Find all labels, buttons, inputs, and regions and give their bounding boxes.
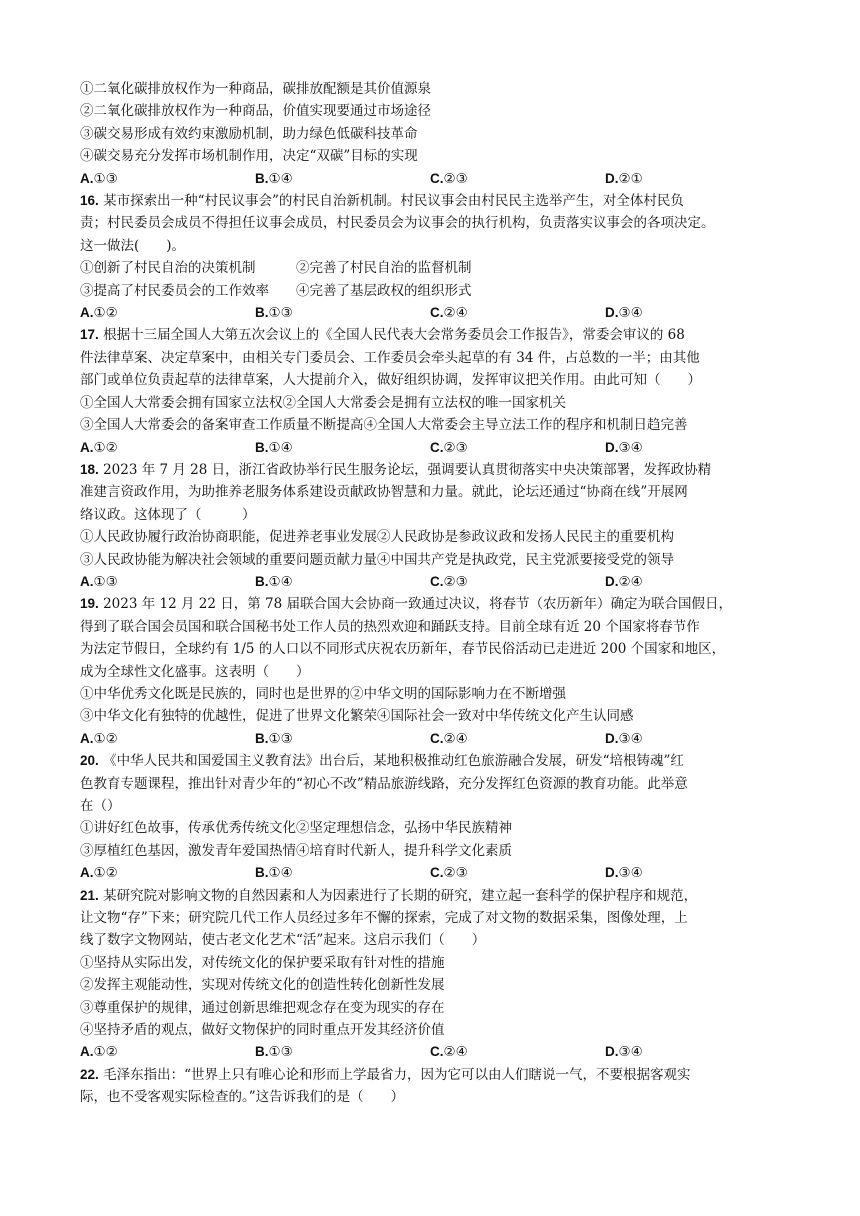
question-number: 17. [80,327,99,343]
choice-text: ③④ [618,730,643,747]
question-number: 21. [80,887,99,903]
question-stem-line: 为法定节假日，全球约有 1/5 的人口以不同形式庆祝农历新年，春节民俗活动已走进近 200 个国家和地区， [80,641,726,658]
choice-d [605,437,780,459]
question-number: 19. [80,596,99,612]
stem-text: 根据十三届全国人大第五次会议上的《全国人民代表大会常务委员会工作报告》，常委会审议的 68 [98,327,685,344]
choice-a [80,1041,255,1063]
question-stem-line: 得到了联合国会员国和联合国秘书处工作人员的热烈欢迎和踊跃支持。目前全球有近 20 个国家将春节作 [80,618,700,635]
choice-label: B. [255,730,269,746]
question-stem-line: 准建言资政作用，为助推养老服务体系建设贡献政协智慧和力量。就此，论坛还通过“协商在线”开展网 [80,484,688,501]
choice-label: C. [430,305,444,321]
choice-label: A. [80,305,94,321]
question-number: 16. [80,193,99,209]
choice-text: ①③ [268,1044,293,1061]
option-statement: ④碳交易充分发挥市场机制作用，决定“双碳”目标的实现 [80,148,418,165]
option-statement: ③全国人大常委会的备案审查工作质量不断提高④全国人大常委会主导立法工作的程序和机制日趋完善 [80,417,688,434]
choice-text: ②④ [443,305,468,322]
option-statement: ②二氧化碳排放权作为一种商品，价值实现要通过市场途径 [80,103,431,120]
question-stem-line: 责；村民委员会成员不得担任议事会成员，村民委员会为议事会的执行机构，负责落实议事会的各项决定。 [80,215,715,232]
choice-text: ②④ [443,1044,468,1061]
choice-text: ③④ [618,865,643,882]
answer-choices [80,1041,780,1063]
question-number: 22. [80,1066,99,1082]
option-statement: ②发挥主观能动性，实现对传统文化的创造性转化创新性发展 [80,977,445,994]
option-statement: ①坚持从实际出发，对传统文化的保护要采取有针对性的措施 [80,954,445,971]
answer-choices [80,302,780,324]
question-stem-line: 线了数字文物网站，使古老文化艺术“活”起来。这启示我们（ ） [80,932,486,949]
choice-a [80,168,255,190]
choice-text: ②① [618,170,643,187]
choice-b [255,168,430,190]
choice-text: ①④ [268,865,293,882]
choice-text: ①③ [268,305,293,322]
choice-d [605,571,780,593]
option-statement: ③中华文化有独特的优越性，促进了世界文化繁荣④国际社会一致对中华传统文化产生认同感 [80,708,634,725]
option-statement: ①二氧化碳排放权作为一种商品，碳排放配额是其价值源泉 [80,81,431,97]
answer-choices [80,728,780,750]
question-stem-line [80,190,780,212]
question-19 [80,593,780,750]
choice-text: ①② [93,1044,118,1061]
choice-label: D. [605,305,619,321]
choice-d [605,168,780,190]
choice-label: A. [80,865,94,881]
choice-a [80,862,255,884]
choice-label: D. [605,730,619,746]
choice-c [430,728,605,750]
question-stem-line: 际，也不受客观实际检查的。”这告诉我们的是（ ） [80,1089,405,1106]
choice-label: C. [430,730,444,746]
option-statement: ④坚持矛盾的观点，做好文物保护的同时重点开发其经济价值 [80,1022,445,1039]
choice-label: C. [430,865,444,881]
question-stem-line [80,1064,780,1086]
choice-label: C. [430,170,444,186]
option-statement: ③厚植红色基因，激发青年爱国热情④培育时代新人，提升科学文化素质 [80,842,512,859]
choice-label: D. [605,865,619,881]
question-stem-line: 在（） [80,798,121,814]
option-statement: ③提高了村民委员会的工作效率 ④完善了基层政权的组织形式 [80,282,472,299]
choice-text: ①③ [93,170,118,187]
choice-text: ③④ [618,439,643,456]
choice-label: B. [255,1044,269,1060]
choice-text: ①② [93,305,118,322]
choice-c [430,571,605,593]
answer-choices [80,168,780,190]
choice-label: B. [255,305,269,321]
choice-b [255,728,430,750]
answer-choices [80,571,780,593]
choice-c [430,168,605,190]
choice-label: A. [80,573,94,589]
choice-label: D. [605,1044,619,1060]
choice-text: ②④ [443,730,468,747]
answer-choices [80,862,780,884]
choice-label: B. [255,439,269,455]
stem-text: 某市探索出一种“村民议事会”的村民自治新机制。村民议事会由村民民主选举产生，对全体村民负 [98,193,684,210]
choice-a [80,302,255,324]
choice-text: ①④ [268,439,293,456]
stem-text: 2023 年 7 月 28 日，浙江省政协举行民生服务论坛，强调要认真贯彻落实中央决策部署，发挥政协精 [98,461,712,478]
option-statement: ③尊重保护的规律，通过创新思维把观念存在变为现实的存在 [80,999,445,1016]
question-stem-line: 让文物“存”下来；研究院几代工作人员经过多年不懈的探索，完成了对文物的数据采集，图像处理，上 [80,910,688,927]
choice-label: D. [605,170,619,186]
choice-label: A. [80,730,94,746]
choice-text: ①② [93,439,118,456]
question-number: 18. [80,461,99,477]
question-stem-line [80,750,780,772]
choice-text: ①③ [268,730,293,747]
choice-label: C. [430,1044,444,1060]
question-stem-line [80,593,780,615]
choice-text: ①④ [268,170,293,187]
choice-label: C. [430,573,444,589]
question-21 [80,885,780,1064]
choice-label: D. [605,439,619,455]
choice-text: ②③ [443,865,468,882]
option-statement: ①全国人大常委会拥有国家立法权②全国人大常委会是拥有立法权的唯一国家机关 [80,394,566,411]
stem-text: 《中华人民共和国爱国主义教育法》出台后，某地积极推动红色旅游融合发展，研发“培根铸魂”红 [98,753,684,770]
choice-label: D. [605,573,619,589]
exam-page [80,78,780,1109]
stem-text: 某研究院对影响文物的自然因素和人为因素进行了长期的研究，建立起一套科学的保护程序和规范， [98,887,698,904]
choice-b [255,302,430,324]
choice-text: ②③ [443,170,468,187]
choice-c [430,302,605,324]
question-18 [80,459,780,593]
choice-text: ③④ [618,1044,643,1061]
option-statement: ①讲好红色故事，传承优秀传统文化②坚定理想信念，弘扬中华民族精神 [80,820,512,837]
choice-b [255,571,430,593]
choice-a [80,571,255,593]
choice-b [255,862,430,884]
choice-d [605,302,780,324]
choice-a [80,437,255,459]
question-15 [80,78,780,190]
option-statement: ①中华优秀文化既是民族的，同时也是世界的②中华文明的国际影响力在不断增强 [80,685,566,702]
choice-text: ①④ [268,573,293,590]
choice-d [605,1041,780,1063]
question-stem-line: 件法律草案、决定草案中，由相关专门委员会、工作委员会牵头起草的有 34 件，占总数的一半；由其他 [80,349,700,366]
choice-label: A. [80,1044,94,1060]
question-stem-line [80,885,780,907]
question-20 [80,750,780,884]
choice-text: ①② [93,730,118,747]
stem-text: 2023 年 12 月 22 日，第 78 届联合国大会协商一致通过决议，将春节（农历新年）确定为联合国假日， [98,596,733,613]
choice-d [605,728,780,750]
choice-c [430,862,605,884]
question-stem-line: 色教育专题课程，推出针对青少年的“初心不改”精品旅游线路，充分发挥红色资源的教育功能。此举意 [80,775,688,792]
choice-label: B. [255,170,269,186]
option-statement: ①人民政协履行政治协商职能，促进养老事业发展②人民政协是参政议政和发扬人民民主的重要机构 [80,529,674,546]
choice-text: ②③ [443,573,468,590]
choice-b [255,1041,430,1063]
choice-label: B. [255,573,269,589]
option-statement: ③人民政协能为解决社会领域的重要问题贡献力量④中国共产党是执政党，民主党派要接受党的领导 [80,551,674,568]
choice-text: ①② [93,865,118,882]
question-17 [80,324,780,458]
question-stem-line: 这一做法( )。 [80,237,186,254]
answer-choices [80,437,780,459]
choice-c [430,1041,605,1063]
question-stem-line: 部门或单位负责起草的法律草案，人大提前介入，做好组织协调，发挥审议把关作用。由此可知（ ） [80,372,701,389]
choice-a [80,728,255,750]
choice-text: ③④ [618,305,643,322]
question-stem-line: 成为全球性文化盛事。这表明（ ） [80,663,310,680]
choice-text: ①③ [93,573,118,590]
question-stem-line: 络议政。这体现了（ ） [80,506,256,523]
option-statement: ③碳交易形成有效约束激励机制，助力绿色低碳科技革命 [80,125,418,142]
choice-c [430,437,605,459]
choice-label: A. [80,439,94,455]
choice-label: C. [430,439,444,455]
choice-b [255,437,430,459]
stem-text: 毛泽东指出：“世界上只有唯心论和形而上学最省力，因为它可以由人们瞎说一气，不要根据客观实 [98,1066,691,1083]
choice-d [605,862,780,884]
question-stem-line [80,459,780,481]
choice-label: A. [80,170,94,186]
option-statement: ①创新了村民自治的决策机制 ②完善了村民自治的监督机制 [80,260,472,277]
question-22 [80,1064,780,1109]
choice-text: ②③ [443,439,468,456]
question-stem-line [80,324,780,346]
choice-text: ②④ [618,573,643,590]
question-number: 20. [80,753,99,769]
choice-label: B. [255,865,269,881]
question-16 [80,190,780,324]
